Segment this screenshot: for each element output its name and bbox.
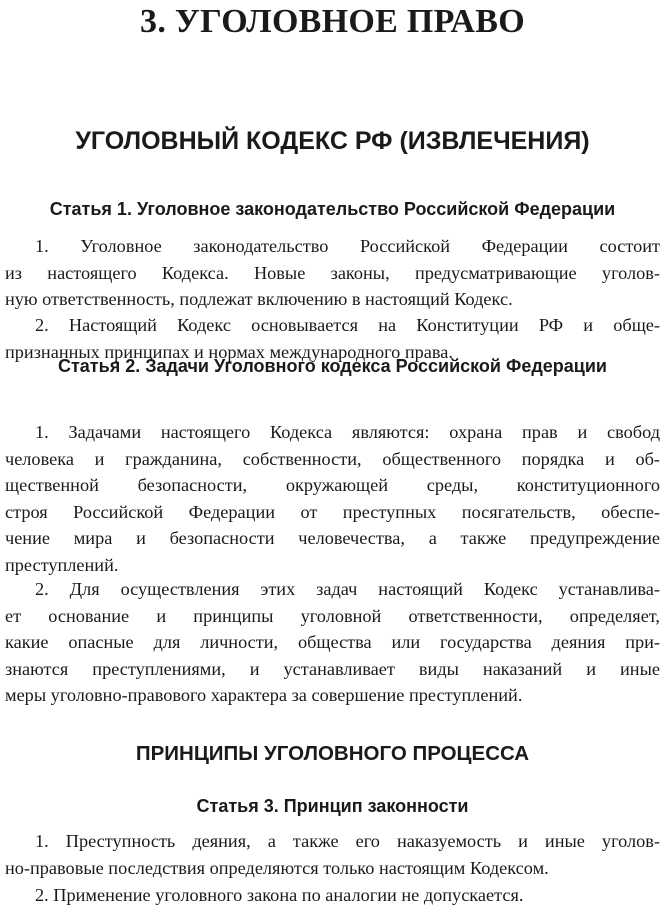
article-3-paragraph-1 <box>5 828 660 881</box>
article-3-title: Статья 3. Принцип законности <box>196 796 469 816</box>
text-line: какие опасные для личности, общества или государства деяния при- <box>5 632 660 653</box>
text-line: 2. Для осуществления этих задач настоящий Кодекс устанавлива- <box>35 579 660 599</box>
text-line: преступлений. <box>5 554 119 575</box>
article-1-paragraph-1 <box>5 233 660 313</box>
section-title: ПРИНЦИПЫ УГОЛОВНОГО ПРОЦЕССА <box>135 742 530 765</box>
text-line: признанных принципах и нормах международного права. <box>5 341 453 362</box>
text-line: 2. Применение уголовного закона по аналогии не допускается. <box>35 885 524 905</box>
text-line: щественной безопасности, окружающей среды, конституционного <box>5 475 660 496</box>
text-line: 1. Преступность деяния, а также его наказуемость и иные уголов- <box>35 831 660 851</box>
document-page <box>5 0 660 905</box>
text-line: строя Российской Федерации от преступных посягательств, обеспе- <box>5 501 660 522</box>
text-line: но-правовые последствия определяются только настоящим Кодексом. <box>5 857 549 878</box>
article-3-paragraph-2 <box>5 882 660 909</box>
text-line: из настоящего Кодекса. Новые законы, предусматривающие уголов- <box>5 262 660 283</box>
text-line: 1. Уголовное законодательство Российской Федерации состоит <box>35 236 660 256</box>
article-2-paragraph-2 <box>5 576 660 709</box>
text-line: 1. Задачами настоящего Кодекса являются: охрана прав и свобод <box>35 422 660 442</box>
text-line: меры уголовно-правового характера за совершение преступлений. <box>5 685 523 706</box>
document-title: УГОЛОВНЫЙ КОДЕКС РФ (ИЗВЛЕЧЕНИЯ) <box>75 127 590 155</box>
text-line: человека и гражданина, собственности, общественного порядка и об- <box>5 448 660 469</box>
text-line: знаются преступлениями, и устанавливает виды наказаний и иные <box>5 658 660 679</box>
article-2-title: Статья 2. Задачи Уголовного кодекса Российской Федерации <box>57 356 608 376</box>
text-line: ет основание и принципы уголовной ответственности, определяет, <box>5 605 660 626</box>
chapter-title: 3. УГОЛОВНОЕ ПРАВО <box>140 3 525 40</box>
article-1-title: Статья 1. Уголовное законодательство Российской Федерации <box>49 199 616 219</box>
text-line: ную ответственность, подлежат включению в настоящий Кодекс. <box>5 289 513 310</box>
article-2-paragraph-1 <box>5 419 660 579</box>
text-line: чение мира и безопасности человечества, а также предупреждение <box>5 528 660 549</box>
text-line: 2. Настоящий Кодекс основывается на Конституции РФ и обще- <box>35 315 660 335</box>
